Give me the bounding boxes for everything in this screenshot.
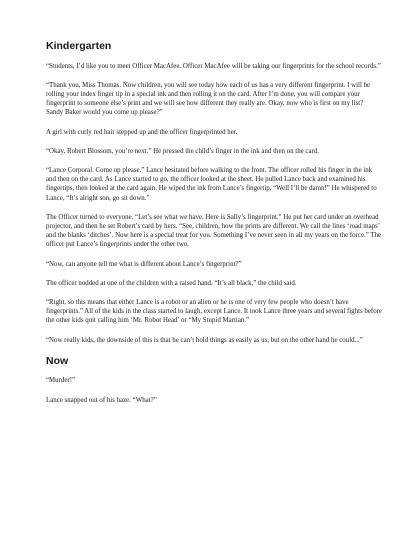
paragraph: “Okay, Robert Blossom, you’re next.” He pressed the child’s finger in the ink and then on the card.	[46, 147, 319, 155]
paragraph: “Now really kids, the downside of this is that he can’t hold things as easily as us, but on the other hand he could...”	[46, 336, 363, 344]
paragraph: “Murder!”	[46, 377, 76, 385]
paragraph: “Lance Corporal. Come up please.” Lance hesitated before walking to the front. The officer rolled his finger in the ink and then on the card. As Lance started to go, the officer looked at the sheet. He pulled Lance back and examined his fingertips, then looked at the card again. He wiped the ink from Lance’s fingertip, “Well I’ll be damn!” He whispered to Lance, “It’s alright son, go sit down.”	[46, 167, 377, 202]
paragraph: “Right, so this means that either Lance is a robot or an alien or he is one of very few people who doesn’t have fingerprints.” All of the kids in the class started to laugh, except Lance. It took Lance three years and several fights before the other kids quit calling him ‘Mr. Robot Head’ or “My Stupid Martian.”	[46, 299, 382, 325]
section-heading-kindergarten: Kindergarten	[46, 40, 112, 52]
paragraph: “Thank you, Miss Thomas. Now children, you will see today how each of us has a very different fingerprint. I will be rolling your index finger tip in a special ink and then rolling it on the card. After I’m done, you will compare your fingerprint to someone else’s print and we will see how different they really are. Okay, now who is first on my list? Sandy Baker would you come up please?”	[46, 81, 371, 117]
document-page	[46, 40, 382, 415]
paragraph: The Officer turned to everyone. “Let’s see what we have. Here is Sally’s fingerprint.” He put her card under an overhead projector, and then he set Robert’s card by hers. “See, children, how the prints are different. We call the lines ‘road maps’ and the blanks ‘ditches’. Now here is a special treat for you. Something I’ve never seen in all my years on the force.” The officer put Lance’s fingerprints under the other two.	[46, 213, 382, 249]
section-heading-now: Now	[46, 354, 69, 367]
paragraph: “Now, can anyone tell me what is different about Lance’s fingerprint?”	[46, 260, 242, 268]
paragraph: Lance snapped out of his haze. “What?”	[46, 396, 157, 404]
paragraph: A girl with curly red hair stepped up and the officer fingerprinted her.	[46, 128, 238, 136]
paragraph: The officer nodded at one of the children with a raised hand. “It’s all black,” the child said.	[46, 279, 297, 287]
paragraph: “Students, I’d like you to meet Officer MacAfee. Officer MacAfee will be taking our fingerprints for the school records.”	[46, 62, 381, 70]
